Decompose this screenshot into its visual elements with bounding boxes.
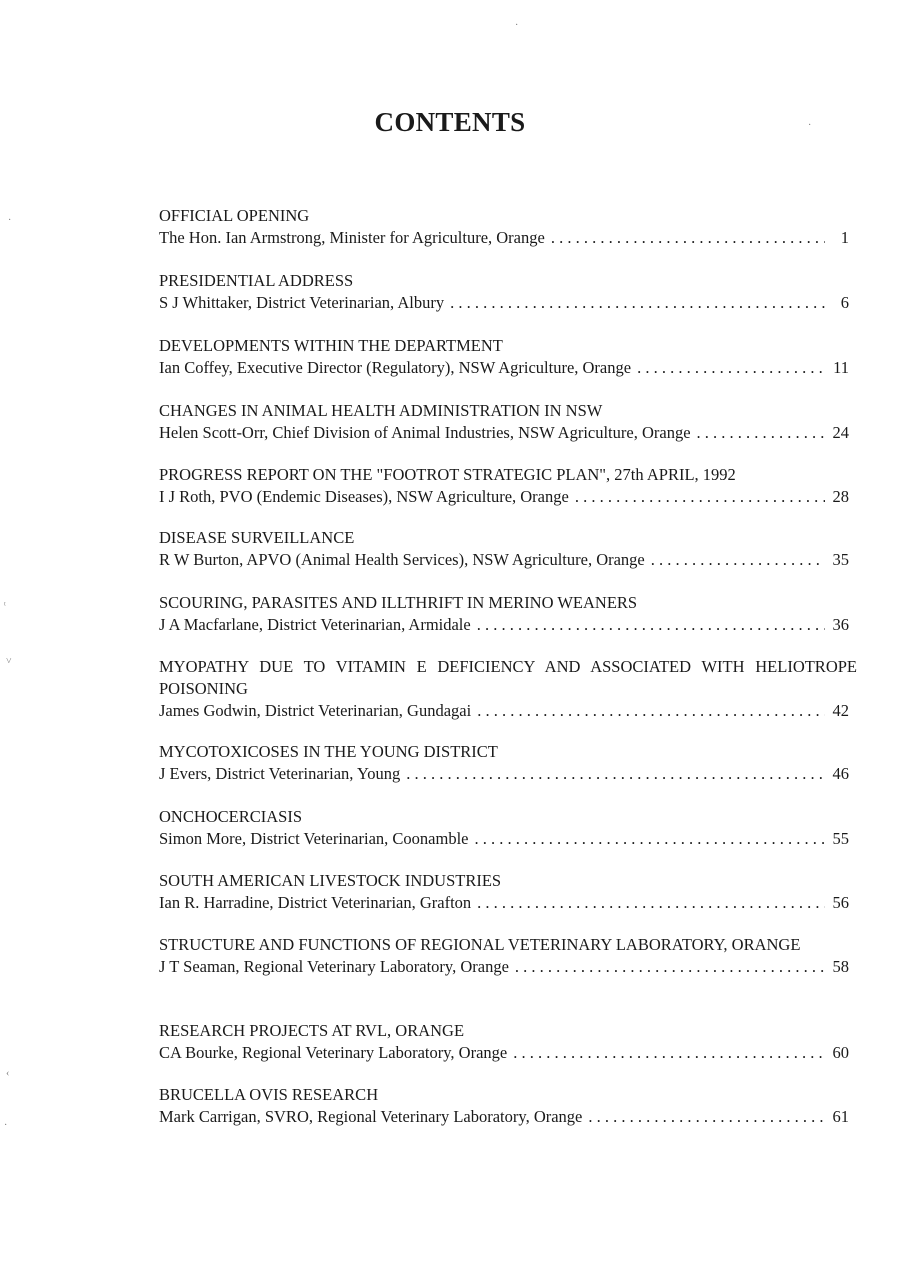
toc-entry [159,934,849,978]
entry-author: Helen Scott-Orr, Chief Division of Animal Industries, NSW Agriculture, Orange [159,423,691,442]
entry-page-number: 28 [832,487,849,506]
scan-speck: · [4,1120,8,1131]
dot-leader [474,828,825,850]
entry-line [159,1106,849,1128]
entry-page-number: 60 [832,1043,849,1062]
toc-entry [159,400,849,444]
toc-entry [159,205,849,249]
dot-leader [477,614,825,636]
scan-speck: ˅ [6,656,12,667]
entry-title: CHANGES IN ANIMAL HEALTH ADMINISTRATION IN NSW [159,401,603,420]
dot-leader [515,956,825,978]
entry-title: PRESIDENTIAL ADDRESS [159,271,354,290]
entry-author: CA Bourke, Regional Veterinary Laboratory, Orange [159,1043,508,1062]
entry-line [159,956,849,978]
dot-leader [513,1042,825,1064]
entry-title: MYOPATHY DUE TO VITAMIN E DEFICIENCY AND ASSOCIATED WITH HELIOTROPE POISONING [159,657,857,698]
entry-author: Ian R. Harradine, District Veterinarian, Grafton [159,893,472,912]
entry-page-number: 6 [840,293,849,312]
entry-title: OFFICIAL OPENING [159,206,310,225]
entry-line [159,828,849,850]
scan-speck: ᵗ [4,600,6,611]
dot-leader [697,422,825,444]
toc-entry [159,335,849,379]
entry-author: Simon More, District Veterinarian, Coonamble [159,829,469,848]
entry-title: PROGRESS REPORT ON THE "FOOTROT STRATEGIC PLAN", 27th APRIL, 1992 [159,465,736,484]
entry-page-number: 46 [832,764,849,783]
entry-page-number: 55 [832,829,849,848]
entry-title: MYCOTOXICOSES IN THE YOUNG DISTRICT [159,742,498,761]
scan-speck: · [515,20,519,31]
dot-leader [637,357,825,379]
entry-line [159,614,849,636]
entry-page-number: 24 [832,423,849,442]
dot-leader [588,1106,825,1128]
entry-line [159,292,849,314]
page-title: CONTENTS [374,107,526,137]
entry-page-number: 61 [832,1107,849,1126]
entry-title: SCOURING, PARASITES AND ILLTHRIFT IN MERINO WEANERS [159,593,638,612]
entry-author: J T Seaman, Regional Veterinary Laboratory, Orange [159,957,509,976]
entry-title: STRUCTURE AND FUNCTIONS OF REGIONAL VETERINARY LABORATORY, ORANGE [159,935,801,954]
toc-entry [159,656,857,722]
toc-entry [159,592,849,636]
entry-page-number: 58 [832,957,849,976]
entry-title: DEVELOPMENTS WITHIN THE DEPARTMENT [159,336,503,355]
entry-page-number: 56 [832,893,849,912]
scan-speck: ‹ [6,1068,10,1079]
entry-line [159,700,849,722]
entry-line [159,486,849,508]
entry-line [159,422,849,444]
scan-speck: · [8,215,12,226]
toc-entry [159,1020,849,1064]
entry-page-number: 42 [832,701,849,720]
entry-title: SOUTH AMERICAN LIVESTOCK INDUSTRIES [159,871,502,890]
entry-author: Ian Coffey, Executive Director (Regulatory), NSW Agriculture, Orange [159,358,632,377]
toc-entry [159,741,849,785]
entry-page-number: 1 [840,228,849,247]
entry-author: I J Roth, PVO (Endemic Diseases), NSW Agriculture, Orange [159,487,569,506]
dot-leader [575,486,825,508]
entry-author: Mark Carrigan, SVRO, Regional Veterinary Laboratory, Orange [159,1107,583,1126]
scan-speck: · [808,120,812,131]
entry-title: BRUCELLA OVIS RESEARCH [159,1085,379,1104]
entry-page-number: 35 [832,550,849,569]
entry-title: RESEARCH PROJECTS AT RVL, ORANGE [159,1021,465,1040]
toc-entry [159,1084,849,1128]
entry-author: J A Macfarlane, District Veterinarian, Armidale [159,615,471,634]
toc-entry [159,527,849,571]
entry-line [159,357,849,379]
toc-entry [159,464,849,508]
toc-entry [159,870,849,914]
dot-leader [450,292,825,314]
entry-author: J Evers, District Veterinarian, Young [159,764,401,783]
toc-entry [159,806,849,850]
entry-line [159,892,849,914]
entry-line [159,1042,849,1064]
entry-line [159,549,849,571]
entry-title: DISEASE SURVEILLANCE [159,528,355,547]
dot-leader [477,892,825,914]
toc-entry [159,270,849,314]
entry-line [159,763,849,785]
entry-title: ONCHOCERCIASIS [159,807,303,826]
dot-leader [406,763,825,785]
entry-line [159,227,849,249]
entry-author: The Hon. Ian Armstrong, Minister for Agriculture, Orange [159,228,545,247]
entry-author: S J Whittaker, District Veterinarian, Albury [159,293,445,312]
entry-author: James Godwin, District Veterinarian, Gundagai [159,701,472,720]
entry-author: R W Burton, APVO (Animal Health Services), NSW Agriculture, Orange [159,550,645,569]
entry-page-number: 36 [832,615,849,634]
dot-leader [651,549,825,571]
dot-leader [551,227,825,249]
dot-leader [477,700,825,722]
entry-page-number: 11 [833,358,849,377]
